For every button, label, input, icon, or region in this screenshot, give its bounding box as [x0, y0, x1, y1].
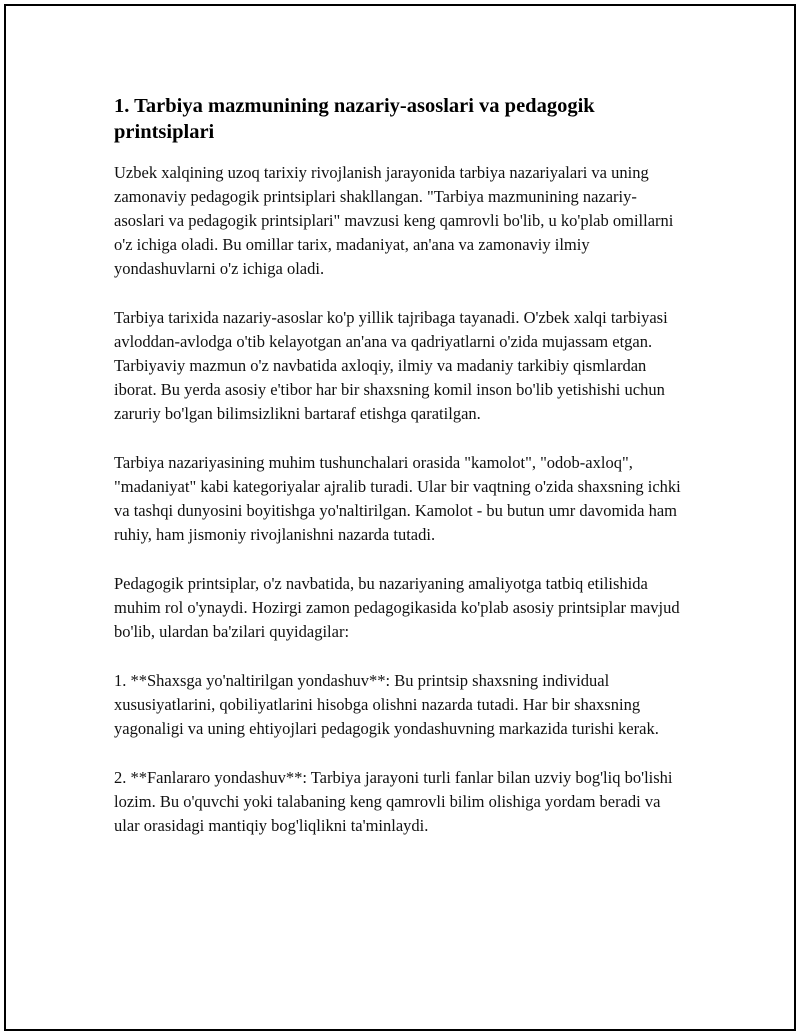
section-heading: 1. Tarbiya mazmunining nazariy-asoslari va pedagogik printsiplari	[114, 95, 595, 143]
paragraph-history: Tarbiya tarixida nazariy-asoslar ko'p yillik tajribaga tayanadi. O'zbek xalqi tarbiyasi avloddan-avlodga o'tib kelayotgan an'ana va qadriyatlarni o'zida mujassam etgan. Tarbiyaviy mazmun o'z navbatida axloqiy, ilmiy va madaniy tarkibiy qismlardan iborat. Bu yerda asosiy e'tibor har bir shaxsning komil inson bo'lib yetishishi uchun zaruriy bo'lgan bilimsizlikni bartaraf etishga qaratilgan.	[114, 308, 668, 423]
document-body	[114, 93, 684, 863]
paragraph-principles: Pedagogik printsiplar, o'z navbatida, bu nazariyaning amaliyotga tatbiq etilishida muhim rol o'ynaydi. Hozirgi zamon pedagogikasida ko'plab asosiy printsiplar mavjud bo'lib, ulardan ba'zilari quyidagilar:	[114, 574, 680, 641]
paragraph-intro: Uzbek xalqining uzoq tarixiy rivojlanish jarayonida tarbiya nazariyalari va uning zamonaviy pedagogik printsiplari shakllangan. "Tarbiya mazmunining nazariy-asoslari va pedagogik printsiplari" mavzusi keng qamrovli bo'lib, u ko'plab omillarni o'z ichiga oladi. Bu omillar tarix, madaniyat, an'ana va zamonaviy ilmiy yondashuvlarni o'z ichiga oladi.	[114, 163, 674, 278]
paragraph-concepts: Tarbiya nazariyasining muhim tushunchalari orasida "kamolot", "odob-axloq", "madaniyat" kabi kategoriyalar ajralib turadi. Ular bir vaqtning o'zida shaxsning ichki va tashqi dunyosini boyitishga yo'naltirilgan. Kamolot - bu butun umr davomida ham ruhiy, ham jismoniy rivojlanishni nazarda tutadi.	[114, 453, 681, 544]
list-item-interdisciplinary-approach: 2. **Fanlararo yondashuv**: Tarbiya jarayoni turli fanlar bilan uzviy bog'liq bo'lishi lozim. Bu o'quvchi yoki talabaning keng qamrovli bilim olishiga yordam beradi va ular orasidagi mantiqiy bog'liqlikni ta'minlaydi.	[114, 768, 673, 835]
list-item-personal-approach: 1. **Shaxsga yo'naltirilgan yondashuv**: Bu printsip shaxsning individual xususiyatlarini, qobiliyatlarini hisobga olishni nazarda tutadi. Har bir shaxsning yagonaligi va uning ehtiyojlari pedagogik yondashuvning markazida turishi kerak.	[114, 671, 659, 738]
